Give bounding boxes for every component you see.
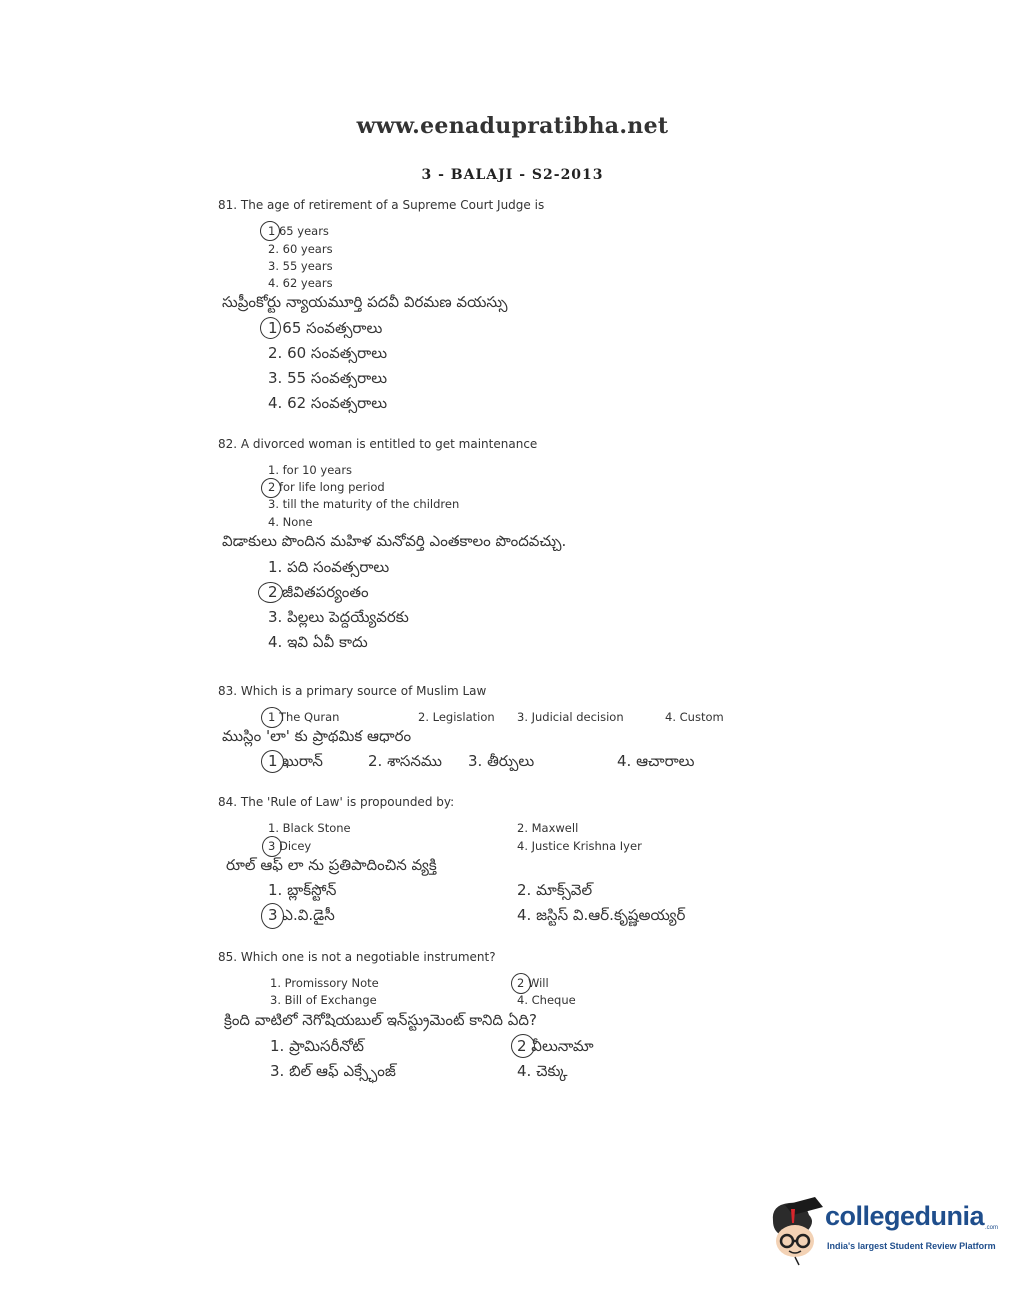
- q83-option-3-en: 3. Judicial decision: [517, 710, 624, 724]
- q81-option-3-te: 3. 55 సంవత్సరాలు: [268, 369, 388, 387]
- q85-option-3-en: 3. Bill of Exchange: [270, 993, 377, 1007]
- q82-option-1-te: 1. పది సంవత్సరాలు: [268, 558, 390, 576]
- q82-option-1-en: 1. for 10 years: [268, 463, 353, 477]
- q82-option-4-en: 4. None: [268, 515, 313, 529]
- q81-option-2-en: 2. 60 years: [268, 242, 333, 256]
- answer-circle-q85-te: [511, 1034, 535, 1058]
- q81-option-1-en: 1 65 years: [268, 224, 329, 238]
- q82-question-en: 82. A divorced woman is entitled to get maintenance: [218, 437, 538, 451]
- answer-circle-q85-en: [511, 973, 531, 994]
- q85-option-1-te: 1. ప్రామిసరీనోట్: [270, 1037, 364, 1055]
- q85-option-4-te: 4. చెక్కు: [517, 1062, 568, 1080]
- q84-option-4-en: 4. Justice Krishna Iyer: [517, 839, 642, 853]
- q82-option-3-te: 3. పిల్లలు పెద్దయ్యేవరకు: [268, 608, 409, 626]
- q84-option-3-te: 3 ఎ.వి.డైసీ: [268, 906, 335, 924]
- q82-option-2-te: 2 జీవితపర్యంతం: [268, 583, 369, 601]
- q83-question-en: 83. Which is a primary source of Muslim Law: [218, 684, 487, 698]
- q84-option-1-te: 1. బ్లాక్‌స్టోన్: [268, 881, 337, 899]
- q85-option-4-en: 4. Cheque: [517, 993, 576, 1007]
- q84-question-en: 84. The 'Rule of Law' is propounded by:: [218, 795, 455, 809]
- q83-option-1-en: 1 The Quran: [268, 710, 340, 724]
- collegedunia-logo: [765, 1195, 1005, 1267]
- q81-option-1-te: 1 65 సంవత్సరాలు: [268, 319, 383, 337]
- q83-option-4-en: 4. Custom: [665, 710, 724, 724]
- q82-option-4-te: 4. ఇవి ఏవీ కాదు: [268, 633, 368, 651]
- q84-option-2-te: 2. మాక్స్‌వెల్: [517, 881, 593, 899]
- answer-circle-q81-te: [260, 317, 281, 339]
- q81-question-en: 81. The age of retirement of a Supreme Court Judge is: [218, 198, 545, 212]
- answer-circle-q84-en: [262, 836, 282, 857]
- mascot-icon: [765, 1195, 829, 1267]
- answer-circle-q83-en: [261, 707, 283, 728]
- q85-option-2-te: 2 వీలునామా: [517, 1037, 594, 1055]
- q81-option-2-te: 2. 60 సంవత్సరాలు: [268, 344, 388, 362]
- q83-option-1-te: 1 ఖురాన్: [268, 752, 323, 770]
- q81-option-4-en: 4. 62 years: [268, 276, 333, 290]
- q82-option-3-en: 3. till the maturity of the children: [268, 497, 460, 511]
- answer-circle-q81-en: [260, 221, 280, 241]
- brand-name: collegedunia: [825, 1201, 985, 1231]
- q85-question-te: క్రింది వాటిలో నెగోషియబుల్ ఇన్‌స్ట్రుమెంట్ కానిది ఏది?: [224, 1011, 537, 1029]
- q85-option-1-en: 1. Promissory Note: [270, 976, 379, 990]
- q84-option-2-en: 2. Maxwell: [517, 821, 579, 835]
- paper-code: 3 - BALAJI - S2-2013: [421, 167, 604, 183]
- answer-circle-q82-te: [258, 582, 283, 603]
- q83-option-4-te: 4. ఆచారాలు: [617, 752, 695, 770]
- q84-option-1-en: 1. Black Stone: [268, 821, 351, 835]
- q83-option-2-te: 2. శాసనము: [368, 752, 442, 770]
- q83-option-2-en: 2. Legislation: [418, 710, 495, 724]
- q84-question-te: రూల్ ఆఫ్ లా ను ప్రతిపాదించిన వ్యక్తి: [226, 856, 437, 874]
- q83-option-3-te: 3. తీర్పులు: [468, 752, 535, 770]
- q85-option-3-te: 3. బిల్ ఆఫ్ ఎక్స్ఛేంజ్: [270, 1062, 396, 1080]
- q85-option-2-en: 2 Will: [517, 976, 549, 990]
- brand-tagline: India's largest Student Review Platform: [827, 1241, 996, 1251]
- site-url: www.eenadupratibha.net: [356, 113, 669, 139]
- answer-circle-q84-te: [261, 903, 284, 929]
- q83-question-te: ముస్లిం 'లా' కు ప్రాథమిక ఆధారం: [222, 727, 412, 745]
- q82-question-te: విడాకులు పొందిన మహిళ మనోవర్తి ఎంతకాలం పొందవచ్చు.: [222, 532, 567, 550]
- q82-option-2-en: 2 for life long period: [268, 480, 385, 494]
- answer-circle-q82-en: [261, 478, 281, 498]
- q84-option-4-te: 4. జస్టిస్ వి.ఆర్.కృష్ణఅయ్యర్: [517, 906, 686, 924]
- q81-option-4-te: 4. 62 సంవత్సరాలు: [268, 394, 388, 412]
- brand-suffix: .com: [985, 1225, 999, 1231]
- q81-question-te: సుప్రీంకోర్టు న్యాయమూర్తి పదవీ విరమణ వయస్సు: [222, 293, 508, 311]
- q84-option-3-en: 3 Dicey: [268, 839, 312, 853]
- answer-circle-q83-te: [261, 750, 284, 773]
- q81-option-3-en: 3. 55 years: [268, 259, 333, 273]
- q85-question-en: 85. Which one is not a negotiable instrument?: [218, 950, 496, 964]
